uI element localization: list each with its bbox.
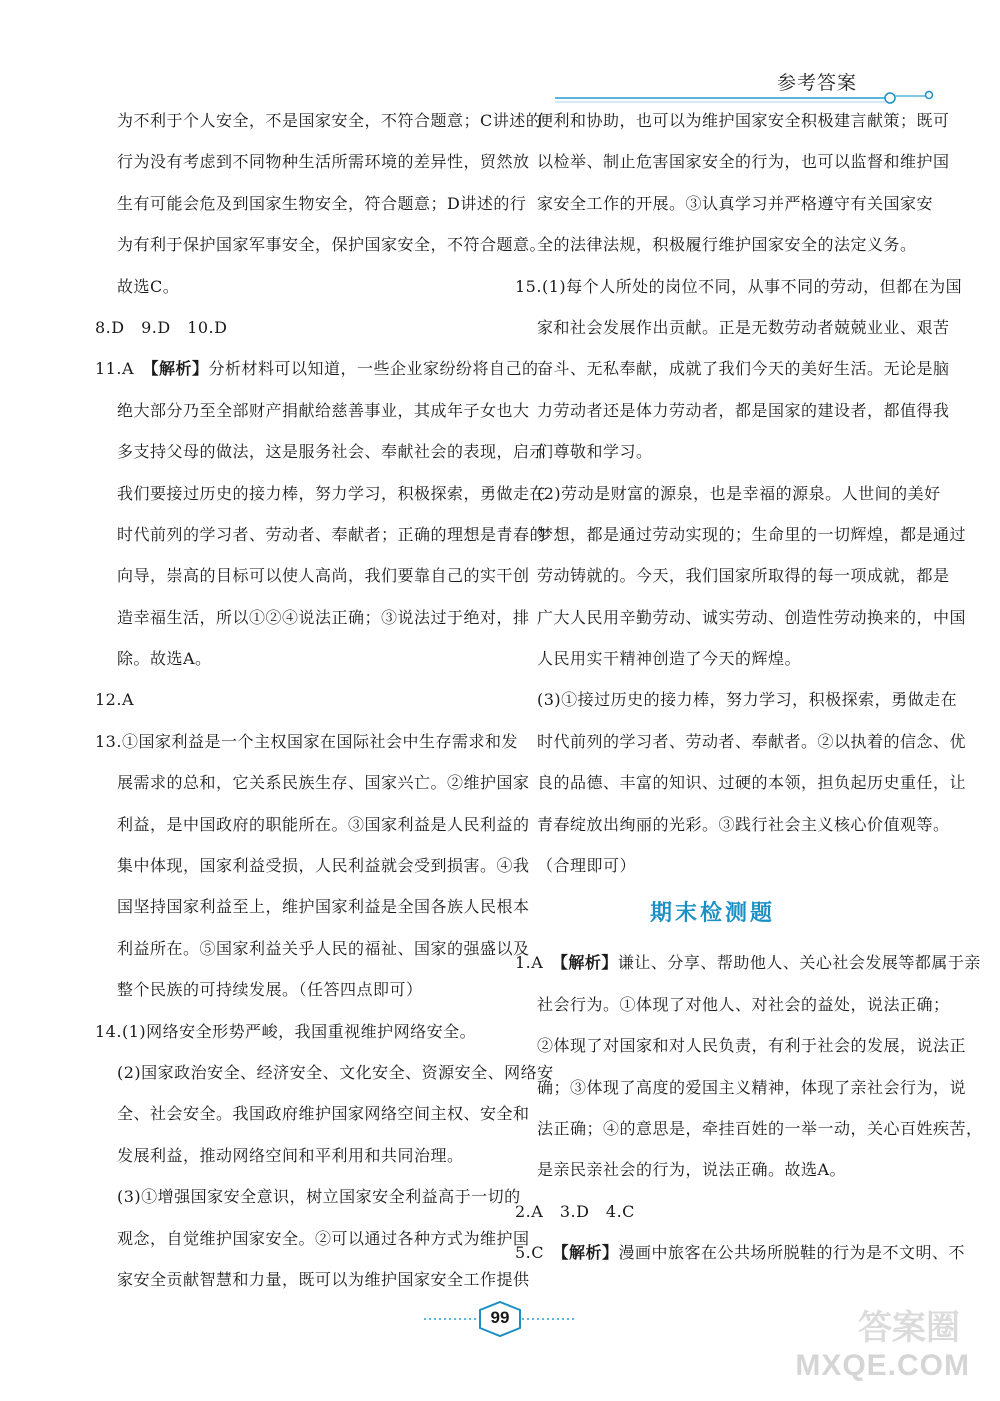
line-text: 人民用实干精神创造了今天的辉煌。 <box>537 649 802 669</box>
line-text: 13.①国家利益是一个主权国家在国际社会中生存需求和发 <box>95 731 518 751</box>
text-line <box>515 141 950 182</box>
text-line <box>515 679 958 720</box>
line-text: 家和社会发展作出贡献。正是无数劳动者兢兢业业、艰苦 <box>537 317 950 337</box>
text-line <box>95 679 490 720</box>
line-text: 梦想，都是通过劳动实现的；生命里的一切辉煌，都是通过 <box>537 524 967 544</box>
analysis-label: 【解析】 <box>559 953 618 973</box>
answer-number: 11.A <box>95 359 151 379</box>
line-text: 故选C。 <box>117 276 180 296</box>
text-line <box>515 183 934 224</box>
line-text: 展需求的总和，它关系民族生存、国家兴亡。②维护国家 <box>117 773 530 793</box>
line-text: 造幸福生活，所以①②④说法正确；③说法过于绝对，排 <box>117 607 530 627</box>
text-line <box>95 1011 490 1052</box>
text-line <box>95 969 490 1010</box>
page-number: 99 <box>490 1308 510 1327</box>
line-text: 为有利于保护国家军事安全，保护国家安全，不符合题意。 <box>117 235 547 255</box>
text-line <box>515 266 963 307</box>
line-text: 时代前列的学习者、劳动者、奉献者；正确的理想是青春的 <box>117 524 547 544</box>
text-line <box>515 804 950 845</box>
line-text: 时代前列的学习者、劳动者、奉献者。②以执着的信念、优 <box>537 731 967 751</box>
text-line <box>95 762 530 803</box>
text-line <box>515 762 967 803</box>
line-text: 生有可能会危及到国家生物安全，符合题意；D讲述的行 <box>117 193 527 213</box>
line-text: ②体现了对国家和对人民负责，有利于社会的发展，说法正 <box>537 1036 967 1056</box>
text-line <box>95 473 547 514</box>
line-text: 全的法律法规，积极履行维护国家安全的法定义务。 <box>537 235 917 255</box>
text-line <box>95 141 530 182</box>
text-line <box>95 266 490 307</box>
line-text: 良的品德、丰富的知识、过硬的本领，担负起历史重任，让 <box>537 773 967 793</box>
line-text: 2.A 3.D 4.C <box>515 1201 635 1221</box>
text-line <box>95 928 530 969</box>
line-text: 12.A <box>95 690 134 710</box>
text-line <box>95 1093 530 1134</box>
text-line <box>95 1218 530 1259</box>
line-text: 漫画中旅客在公共场所脱鞋的行为是不文明、不 <box>618 1243 966 1263</box>
text-line <box>515 224 917 265</box>
line-text: 除。故选A。 <box>117 649 212 669</box>
text-line <box>515 555 950 596</box>
line-text: （合理即可） <box>537 856 637 876</box>
text-line <box>95 555 530 596</box>
text-line <box>95 638 490 679</box>
line-text: 力劳动者还是体力劳动者，都是国家的建设者，都值得我 <box>537 400 950 420</box>
line-text: 谦让、分享、帮助他人、关心社会发展等都属于亲 <box>617 953 981 973</box>
line-text: 以检举、制止危害国家安全的行为，也可以监督和维护国 <box>537 152 950 172</box>
line-text: 法正确；④的意思是，牵挂百姓的一举一动，关心百姓疾苦， <box>537 1118 983 1138</box>
line-text: 利益，是中国政府的职能所在。③国家利益是人民利益的 <box>117 814 530 834</box>
section-title: 期末检测题 <box>649 901 775 927</box>
text-line <box>515 514 967 555</box>
analysis-label: 【解析】 <box>560 1243 619 1263</box>
line-text: 全、社会安全。我国政府维护国家网络空间主权、安全和 <box>117 1104 530 1124</box>
text-line <box>515 100 950 141</box>
text-line <box>515 348 950 389</box>
final-exam-answers <box>515 942 983 1273</box>
line-text: 多支持父母的做法，这是服务社会、奉献社会的表现，启示 <box>117 442 547 462</box>
text-line <box>515 1191 910 1232</box>
text-line <box>515 984 950 1025</box>
text-line <box>95 845 530 886</box>
text-line <box>95 514 547 555</box>
line-text: 为不利于个人安全，不是国家安全，不符合题意；C讲述的 <box>117 111 543 130</box>
answer-number: 5.C <box>515 1243 561 1263</box>
text-line <box>515 1067 967 1108</box>
line-text: 绝大部分乃至全部财产捐献给慈善事业，其成年子女也大 <box>117 400 530 420</box>
line-text: 行为没有考虑到不同物种生活所需环境的差异性，贸然放 <box>117 152 530 172</box>
text-line <box>515 431 910 472</box>
line-text: 分析材料可以知道，一些企业家纷纷将自己的 <box>208 359 539 379</box>
text-line <box>515 307 950 348</box>
text-line <box>515 390 950 431</box>
line-text: 发展利益，推动网络空间和平利用和共同治理。 <box>117 1145 464 1165</box>
text-line <box>95 597 530 638</box>
text-line <box>95 348 539 389</box>
line-text: 确；③体现了高度的爱国主义精神，体现了亲社会行为，说 <box>537 1077 967 1097</box>
line-text: (3)①接过历史的接力棒，努力学习，积极探索，勇做走在 <box>537 690 958 710</box>
text-line <box>95 721 518 762</box>
right-column <box>515 100 983 1274</box>
line-text: 8.D 9.D 10.D <box>95 317 228 337</box>
line-text: 是亲民亲社会的行为，说法正确。故选A。 <box>537 1160 847 1180</box>
line-text: 家安全工作的开展。③认真学习并严格遵守有关国家安 <box>537 193 934 213</box>
text-line <box>95 1259 530 1300</box>
line-text: 劳动铸就的。今天，我们国家所取得的每一项成就，都是 <box>537 566 950 586</box>
text-line <box>95 390 530 431</box>
text-line <box>95 1135 490 1176</box>
text-line <box>95 1052 554 1093</box>
line-text: 家安全贡献智慧和力量，既可以为维护国家安全工作提供 <box>117 1269 530 1289</box>
line-text: 整个民族的可持续发展。（任答四点即可） <box>117 980 423 1000</box>
text-line <box>95 431 547 472</box>
analysis-label: 【解析】 <box>150 359 209 379</box>
line-text: 15.(1)每个人所处的岗位不同，从事不同的劳动，但都在为国 <box>515 276 963 296</box>
text-line <box>515 1149 910 1190</box>
watermark-logo: 答案圈 <box>858 1308 960 1348</box>
text-line <box>515 1108 983 1149</box>
line-text: 们尊敬和学习。 <box>537 442 653 462</box>
text-line <box>515 473 941 514</box>
right-column-answers <box>515 100 967 886</box>
text-line <box>515 1025 967 1066</box>
line-text: (2)国家政治安全、经济安全、文化安全、资源安全、网络安 <box>117 1062 554 1082</box>
line-text: 14.(1)网络安全形势严峻，我国重视维护网络安全。 <box>95 1021 477 1041</box>
page-footer <box>420 1300 580 1338</box>
text-line <box>95 183 527 224</box>
text-line <box>95 307 490 348</box>
line-text: 集中体现，国家利益受损，人民利益就会受到损害。④我 <box>117 856 530 876</box>
text-line <box>515 721 967 762</box>
watermark-text: MXQE.COM <box>795 1349 970 1382</box>
line-text: 我们要接过历史的接力棒，努力学习，积极探索，勇做走在 <box>117 483 547 503</box>
text-line <box>95 224 547 265</box>
line-text: (2)劳动是财富的源泉，也是幸福的源泉。人世间的美好 <box>537 483 941 503</box>
answer-number: 1.A <box>515 953 560 973</box>
line-text: 便利和协助，也可以为维护国家安全积极建言献策；既可 <box>537 111 950 130</box>
text-line <box>95 804 530 845</box>
line-text: 社会行为。①体现了对他人、对社会的益处，说法正确； <box>537 994 950 1014</box>
line-text: 奋斗、无私奉献，成就了我们今天的美好生活。无论是脑 <box>537 359 950 379</box>
text-line <box>95 100 543 141</box>
line-text: 青春绽放出绚丽的光彩。③践行社会主义核心价值观等。 <box>537 814 950 834</box>
line-text: 利益所在。⑤国家利益关乎人民的福祉、国家的强盛以及 <box>117 938 530 958</box>
line-text: 向导，崇高的目标可以使人高尚，我们要靠自己的实干创 <box>117 566 530 586</box>
line-text: (3)①增强国家安全意识，树立国家安全利益高于一切的 <box>117 1187 521 1207</box>
text-line <box>95 886 530 927</box>
watermark <box>790 1303 970 1383</box>
text-line <box>515 845 910 886</box>
line-text: 国坚持国家利益至上，维护国家利益是全国各族人民根本 <box>117 897 530 917</box>
text-line <box>95 1176 521 1217</box>
text-line <box>515 638 910 679</box>
line-text: 广大人民用辛勤劳动、诚实劳动、创造性劳动换来的，中国 <box>537 607 967 627</box>
text-line <box>515 1232 966 1273</box>
text-line <box>515 597 967 638</box>
line-text: 观念，自觉维护国家安全。②可以通过各种方式为维护国 <box>117 1228 530 1248</box>
header-title: 参考答案 <box>776 72 857 94</box>
text-line <box>515 942 981 983</box>
